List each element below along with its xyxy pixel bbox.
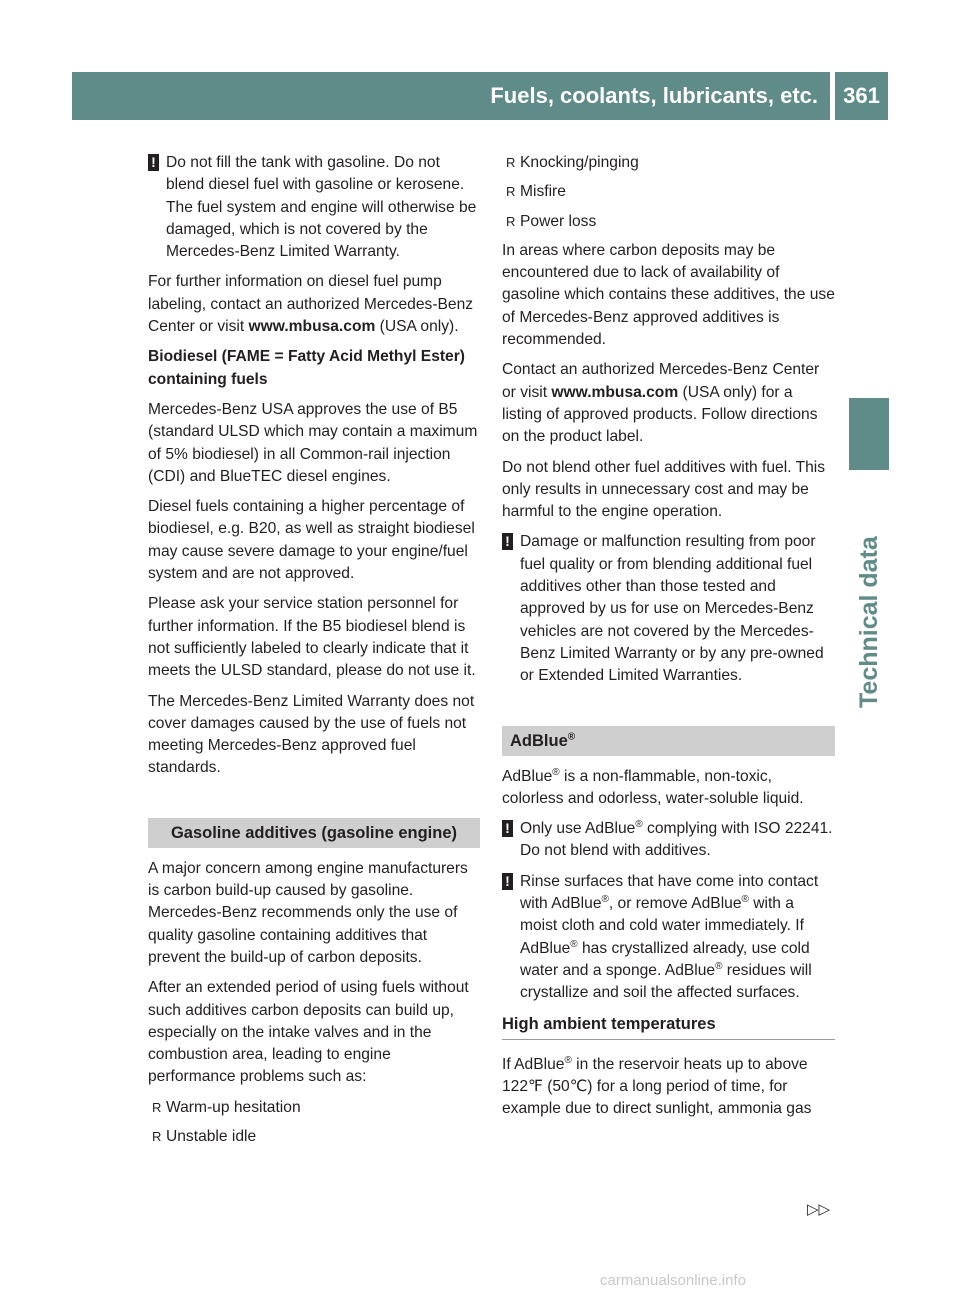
warning-icon: ! (502, 820, 513, 837)
side-tab-label: Technical data (855, 536, 883, 708)
list-item-text: Warm-up hesitation (166, 1098, 301, 1116)
left-column (148, 152, 480, 1155)
warning-icon: ! (502, 873, 513, 890)
chapter-title: Fuels, coolants, lubricants, etc. (490, 83, 818, 108)
warning-note (502, 871, 835, 1005)
watermark: carmanualsonline.info (600, 1272, 746, 1289)
text: Only use (520, 820, 586, 838)
list-item (152, 1126, 480, 1148)
paragraph: The Mercedes-Benz Limited Warranty does not cover damages caused by the use of fuels not meeting Mercedes-Benz approved fuel standards. (148, 692, 475, 777)
heading-biodiesel: Biodiesel (FAME = Fatty Acid Methyl Ester) containing fuels (148, 348, 465, 388)
text: AdBlue (664, 961, 716, 979)
paragraph: Diesel fuels containing a higher percentage of biodiesel, e.g. B20, as well as straight biodiesel may cause severe damage to your engine/fuel system and are not approved. (148, 498, 475, 583)
paragraph (502, 359, 835, 448)
page-number: 361 (835, 72, 888, 120)
bullet-icon: R (506, 155, 516, 170)
registered-mark: ® (552, 766, 560, 778)
paragraph (148, 271, 480, 338)
registered-mark: ® (567, 731, 576, 743)
bullet-icon: R (152, 1128, 162, 1144)
link-mbusa[interactable]: www.mbusa.com (551, 383, 679, 401)
list-item-text: Misfire (520, 183, 566, 201)
link-mbusa[interactable]: www.mbusa.com (248, 318, 376, 336)
paragraph: Please ask your service station personnel for further information. If the B5 biodiesel blend is not sufficiently labeled to clearly indicate that it meets the ULSD standard, please do not use it. (148, 595, 476, 680)
paragraph (502, 766, 835, 811)
text: complying with ISO 22241. Do not blend with additives. (520, 820, 833, 860)
section-heading-text: AdBlue (510, 731, 568, 750)
side-tab-marker (849, 398, 889, 470)
text: AdBlue (551, 895, 602, 913)
registered-mark: ® (570, 938, 578, 950)
warning-text: Damage or malfunction resulting from poor fuel quality or from blending additional fuel additives other than those tested and approved by us for use on Mercedes-Benz vehicles are not covered by the Mercedes-Benz Limited Warranty or by any pre-owned or Extended Limited Warranties. (520, 533, 824, 685)
text: AdBlue (520, 939, 571, 957)
bullet-icon: R (152, 1099, 162, 1115)
registered-mark: ® (564, 1054, 572, 1066)
paragraph: In areas where carbon deposits may be encountered due to lack of availability of gasoline which contains these additives, the use of Mercedes-Benz approved additives is recommended. (502, 241, 835, 349)
header-bar (72, 72, 830, 120)
warning-note (502, 531, 835, 687)
paragraph: After an extended period of using fuels without such additives carbon deposits can build up, especially on the intake valves and in the combustion area, leading to engine performance problems such as: (148, 979, 469, 1086)
text: Rinse surfaces that have come into contact with (520, 872, 819, 913)
bullet-icon: R (506, 184, 516, 200)
text: is a non-flammable, non-toxic, colorless and odorless, water-soluble liquid. (502, 767, 804, 807)
warning-icon: ! (502, 533, 513, 550)
continued-arrow-icon: ▷▷ (807, 1201, 831, 1218)
text: For further information on diesel fuel pump labeling, contact an authorized Mercedes-Benz Center or visit (148, 273, 474, 336)
paragraph: Do not blend other fuel additives with fuel. This only results in unnecessary cost and may be harmful to the engine operation. (502, 458, 826, 521)
bullet-icon: R (506, 213, 516, 229)
paragraph (502, 1054, 835, 1121)
text: AdBlue (502, 767, 553, 785)
list-item (152, 1097, 480, 1119)
registered-mark: ® (601, 893, 609, 905)
text: (USA only). (375, 318, 459, 336)
subheading-high-ambient-temperatures: High ambient temperatures (502, 1013, 835, 1040)
text: AdBlue (691, 895, 742, 913)
text: If (502, 1055, 515, 1073)
list-item-text: Knocking/pinging (520, 154, 639, 171)
text: (USA only) for a listing of approved products. Follow directions on the product label. (502, 383, 818, 446)
registered-mark: ® (635, 818, 643, 830)
registered-mark: ® (715, 960, 723, 972)
section-heading-adblue (502, 726, 835, 756)
list-item (506, 211, 835, 233)
warning-note (502, 818, 835, 863)
text: residues will crystallize and soil the affected surfaces. (520, 961, 812, 1002)
text: with a moist cloth and cold water immediately. If (520, 895, 804, 935)
text: Contact an authorized Mercedes-Benz Center or visit (502, 361, 820, 401)
list-item-text: Unstable idle (166, 1127, 257, 1145)
warning-text: Do not fill the tank with gasoline. Do not blend diesel fuel with gasoline or kerosene. The fuel system and engine will otherwise be damaged, which is not covered by the Mercedes-Benz Limited Warranty. (166, 154, 477, 261)
list-item (506, 181, 835, 203)
warning-note (148, 152, 480, 263)
text: has crystallized already, use cold water and a sponge. (520, 939, 810, 979)
warning-icon: ! (148, 154, 159, 171)
text: in the reservoir heats up to above 122℉ (50℃) for a long period of time, for example due to direct sunlight, ammonia gas (502, 1055, 812, 1118)
list-item-text: Power loss (520, 212, 597, 230)
section-heading-gasoline-additives: Gasoline additives (gasoline engine) (148, 818, 480, 848)
text: , or remove (608, 895, 692, 913)
right-column (502, 152, 835, 1129)
list-item (506, 152, 835, 174)
text: AdBlue (585, 820, 636, 838)
paragraph: Mercedes-Benz USA approves the use of B5 (standard ULSD which may contain a maximum of 5% biodiesel) in all Common-rail injection (CDI) and BlueTEC diesel engines. (148, 400, 478, 485)
text: AdBlue (514, 1055, 565, 1073)
registered-mark: ® (741, 893, 749, 905)
paragraph: A major concern among engine manufacturers is carbon build-up caused by gasoline. Mercedes-Benz recommends only the use of quality gasoline containing additives that prevent the build-up of carbon deposits. (148, 859, 468, 966)
